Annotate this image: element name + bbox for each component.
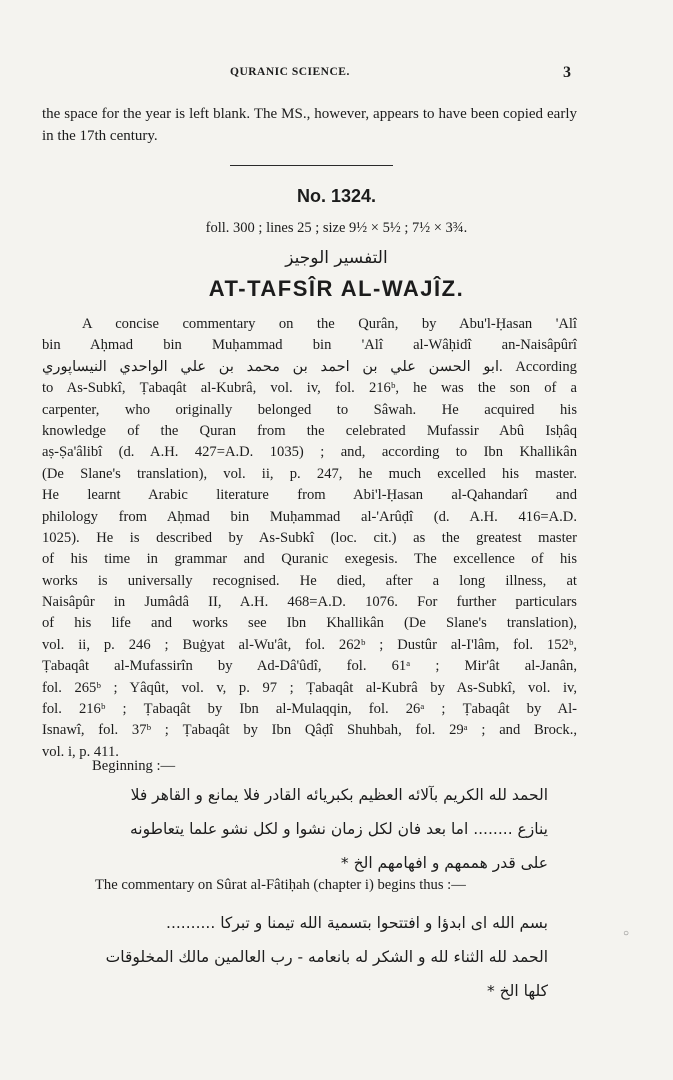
description-line: fol. 216ᵇ ; Ṭabaqât by Ibn al-Mulaqqin, fol. 26ᵃ ; Ṭabaqât by Al- [42, 701, 577, 718]
entry-description [42, 314, 577, 763]
manuscript-specs: foll. 300 ; lines 25 ; size 9½ × 5½ ; 7½ × 3¾. [205, 220, 468, 236]
arabic-title: التفسير الوجيز [285, 248, 388, 268]
entry-title: AT-TAFSÎR AL-WAJÎZ. [208, 276, 465, 301]
description-line: carpenter, who originally belonged to Sâwah. He acquired his [42, 401, 577, 418]
section-divider [230, 165, 393, 166]
description-line: bin Aḥmad bin Muḥammad bin 'Alî al-Wâḥidî an-Naisâpûrî [42, 337, 577, 354]
entry-number: No. 1324. [296, 186, 377, 206]
arabic-line: الحمد لله الكريم بآلائه العظيم بكبريائه القادر فلا يمانع و القاهر فلا [130, 786, 548, 804]
description-line: (De Slane's translation), vol. ii, p. 247, he much excelled his master. [42, 465, 577, 482]
beginning-label: Beginning :— [92, 758, 176, 774]
running-title: QURANIC SCIENCE. [230, 66, 350, 78]
running-head [0, 66, 673, 84]
description-line: fol. 265ᵇ ; Yâqût, vol. v, p. 97 ; Ṭabaqât al-Kubrâ by As-Subkî, vol. iv, [42, 679, 577, 696]
description-line: aṣ-Ṣa'âlibî (d. A.H. 427=A.D. 1035) ; and, according to Ibn Khallikân [42, 444, 577, 461]
description-line: Isnawî, fol. 37ᵇ ; Ṭabaqât by Ibn Qâḍî Shuhbah, fol. 29ᵃ ; and Brock., [42, 722, 577, 739]
description-line: He learnt Arabic literature from Abi'l-Ḥasan al-Qahandarî and [42, 487, 577, 504]
margin-mark: ○ [623, 928, 630, 939]
description-line: vol. ii, p. 246 ; Buġyat al-Wu'ât, fol. 262ᵇ ; Dustûr al-I'lâm, fol. 152ᵇ, [42, 636, 577, 653]
description-line: philology from Aḥmad bin Muḥammad al-'Arûḍî (d. A.H. 416=A.D. [42, 508, 577, 525]
fatihah-arabic-text [58, 906, 548, 1008]
arabic-line: ينازع ........ اما بعد فان لكل زمان نشوا و لكل نشو علما يتعاطونه [129, 820, 548, 838]
page-number: 3 [563, 64, 571, 81]
arabic-line: كلها الخ * [486, 982, 548, 1000]
intro-paragraph: the space for the year is left blank. The MS., however, appears to have been copied early in the 17th century. [42, 106, 577, 144]
description-line: Ṭabaqât al-Mufassirîn by Ad-Dâ'ûdî, fol. 61ᵃ ; Mir'ât al-Janân, [42, 658, 577, 675]
description-line: A concise commentary on the Qurân, by Abu'l-Ḥasan 'Alî [82, 316, 577, 332]
arabic-line: بسم الله اى ابدؤا و افتتحوا بتسمية الله تيمنا و تبركا .......... [166, 914, 548, 932]
beginning-arabic-text [58, 778, 548, 880]
description-line: knowledge of the Quran from the celebrated Mufassir Abû Isḥâq [42, 422, 577, 439]
arabic-line: الحمد لله الثناء لله و الشكر له بانعامه - رب العالمين مالك المخلوقات [105, 948, 548, 966]
description-line: to As-Subkî, Ṭabaqât al-Kubrâ, vol. iv, fol. 216ᵇ, he was the son of a [42, 380, 577, 397]
description-line: of his time in grammar and Quranic exegesis. The excellence of his [42, 551, 577, 568]
description-line: of his life and works see Ibn Khallikân (De Slane's translation), [42, 615, 577, 632]
description-line: ابو الحسن علي بن احمد بن محمد بن علي الواحدي النيساپوري. According [42, 358, 577, 375]
arabic-line: على قدر هممهم و افهامهم الخ * [340, 854, 548, 872]
description-line: Naisâpûr in Jumâdâ II, A.H. 468=A.D. 1076. For further particulars [42, 594, 577, 611]
description-line: 1025). He is described by As-Subkî (loc. cit.) as the greatest master [42, 529, 577, 546]
commentary-label: The commentary on Sûrat al-Fâtiḥah (chapter i) begins thus :— [95, 877, 466, 893]
description-line: works is universally recognised. He died, after a long illness, at [42, 572, 577, 589]
description-line: vol. i, p. 411. [42, 743, 119, 760]
